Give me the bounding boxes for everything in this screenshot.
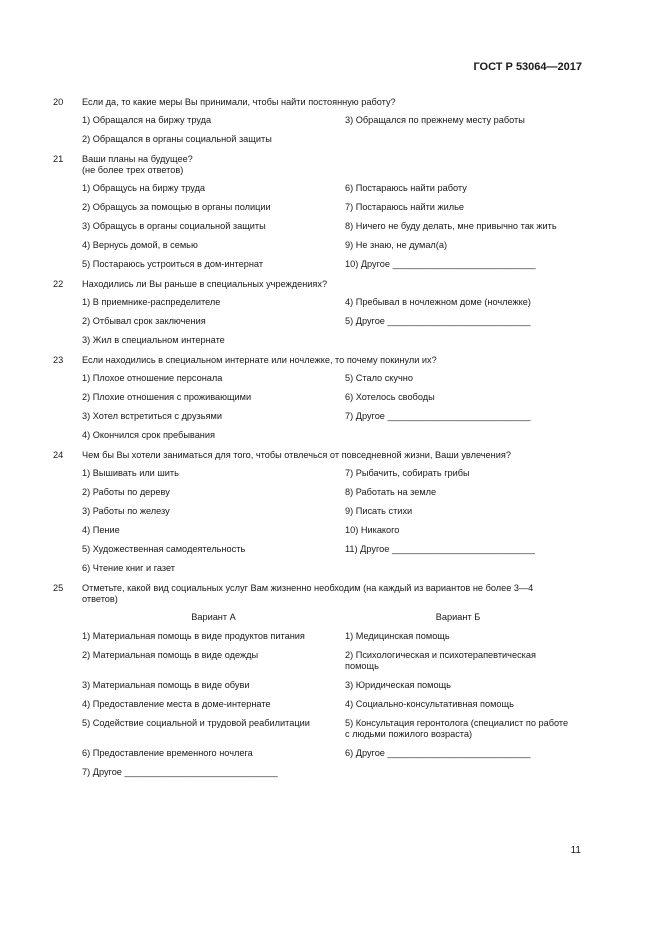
answer-option[interactable]: 5) Консультация геронтолога (специалист по работе с людьми пожилого возраста) — [345, 718, 569, 739]
question-text: Если да, то какие меры Вы принимали, чтобы найти постоянную работу? — [82, 97, 396, 107]
answer-option[interactable]: 2) Психологическая и психотерапевтическая помощь — [345, 650, 536, 671]
answer-option[interactable]: 2) Обращусь за помощью в органы полиции — [82, 202, 271, 212]
answer-option[interactable]: 9) Не знаю, не думал(а) — [345, 240, 448, 250]
answer-option[interactable]: 6) Хотелось свободы — [345, 392, 435, 402]
question-text: Отметьте, какой вид социальных услуг Вам жизненно необходим (на каждый из вариантов не более 3—4 ответов) — [82, 583, 534, 604]
answer-option[interactable]: 2) Материальная помощь в виде одежды — [82, 650, 259, 660]
answer-option[interactable]: 10) Никакого — [345, 525, 400, 535]
answer-option[interactable]: 3) Обращусь в органы социальной защиты — [82, 221, 266, 231]
answer-option[interactable]: 5) Стало скучно — [345, 373, 413, 383]
answer-option[interactable]: 7) Другое ______________________________ — [82, 767, 278, 777]
answer-option[interactable]: 1) Обращусь на биржу труда — [82, 183, 206, 193]
question-number: 20 — [53, 97, 64, 107]
answer-option[interactable]: 5) Постараюсь устроиться в дом-интернат — [82, 259, 264, 269]
answer-option[interactable]: 5) Художественная самодеятельность — [82, 544, 246, 554]
answer-option[interactable]: 3) Хотел встретиться с друзьями — [82, 411, 222, 421]
question-22 — [53, 279, 571, 354]
question-number: 24 — [53, 450, 64, 460]
answer-option — [345, 335, 571, 346]
answer-option[interactable]: 7) Другое ____________________________ — [345, 411, 531, 421]
answer-option[interactable]: 4) Вернусь домой, в семью — [82, 240, 198, 250]
question-23 — [53, 355, 571, 449]
answer-option[interactable]: 4) Пение — [82, 525, 120, 535]
answer-option[interactable]: 2) Работы по дереву — [82, 487, 170, 497]
answer-option[interactable]: 2) Плохие отношения с проживающими — [82, 392, 252, 402]
answer-option[interactable]: 4) Пребывал в ночлежном доме (ночлежке) — [345, 297, 531, 307]
answer-option[interactable]: 6) Постараюсь найти работу — [345, 183, 467, 193]
answer-option[interactable]: 2) Отбывал срок заключения — [82, 316, 206, 326]
answer-option — [345, 563, 571, 574]
question-number: 22 — [53, 279, 64, 289]
answer-option[interactable]: 5) Содействие социальной и трудовой реабилитации — [82, 718, 310, 728]
question-text: Находились ли Вы раньше в специальных учреждениях? — [82, 279, 328, 289]
question-20 — [53, 97, 571, 153]
question-number: 25 — [53, 583, 64, 593]
page-number: 11 — [570, 845, 581, 856]
question-number: 21 — [53, 154, 64, 164]
question-note: (не более трех ответов) — [82, 165, 184, 175]
answer-option[interactable]: 3) Юридическая помощь — [345, 680, 451, 690]
answer-option[interactable]: 4) Предоставление места в доме-интернате — [82, 699, 271, 709]
answer-option[interactable]: 2) Обращался в органы социальной защиты — [82, 134, 272, 144]
variant-a-heading: Вариант А — [191, 612, 236, 622]
question-25 — [53, 583, 571, 786]
answer-option[interactable]: 6) Другое ____________________________ — [345, 748, 531, 758]
answer-option[interactable]: 7) Рыбачить, собирать грибы — [345, 468, 470, 478]
answer-option[interactable]: 3) Обращался по прежнему месту работы — [345, 115, 525, 125]
answer-option[interactable]: 4) Социально-консультативная помощь — [345, 699, 514, 709]
variant-b-heading: Вариант Б — [435, 612, 481, 622]
answer-option[interactable]: 3) Работы по железу — [82, 506, 170, 516]
answer-option[interactable]: 6) Чтение книг и газет — [82, 563, 176, 573]
answer-option[interactable]: 1) Плохое отношение персонала — [82, 373, 223, 383]
answer-option[interactable]: 8) Работать на земле — [345, 487, 437, 497]
answer-option[interactable]: 6) Предоставление временного ночлега — [82, 748, 253, 758]
answer-option[interactable]: 1) Медицинская помощь — [345, 631, 450, 641]
answer-option[interactable]: 10) Другое ____________________________ — [345, 259, 536, 269]
answer-option[interactable]: 1) Вышивать или шить — [82, 468, 179, 478]
question-text: Чем бы Вы хотели заниматься для того, чтобы отвлечься от повседневной жизни, Ваши увлечения? — [82, 450, 511, 460]
question-number: 23 — [53, 355, 64, 365]
questionnaire — [53, 97, 571, 787]
answer-option[interactable]: 9) Писать стихи — [345, 506, 413, 516]
answer-option[interactable]: 3) Материальная помощь в виде обуви — [82, 680, 250, 690]
answer-option[interactable]: 1) Обращался на биржу труда — [82, 115, 212, 125]
answer-option[interactable]: 7) Постараюсь найти жилье — [345, 202, 465, 212]
answer-option[interactable]: 4) Окончился срок пребывания — [82, 430, 215, 440]
answer-option[interactable]: 11) Другое ____________________________ — [345, 544, 535, 554]
answer-option[interactable]: 3) Жил в специальном интернате — [82, 335, 225, 345]
question-text: Если находились в специальном интернате или ночлежке, то почему покинули их? — [82, 355, 437, 365]
question-24 — [53, 450, 571, 582]
question-21 — [53, 154, 571, 278]
answer-option — [345, 767, 571, 778]
answer-option[interactable]: 1) В приемнике-распределителе — [82, 297, 221, 307]
answer-option — [345, 134, 571, 145]
answer-option[interactable]: 8) Ничего не буду делать, мне привычно так жить — [345, 221, 557, 231]
answer-option[interactable]: 1) Материальная помощь в виде продуктов питания — [82, 631, 305, 641]
document-header: ГОСТ Р 53064—2017 — [473, 61, 582, 73]
answer-option — [345, 430, 571, 441]
question-text: Ваши планы на будущее? (не более трех ответов) — [82, 154, 571, 176]
answer-option[interactable]: 5) Другое ____________________________ — [345, 316, 531, 326]
